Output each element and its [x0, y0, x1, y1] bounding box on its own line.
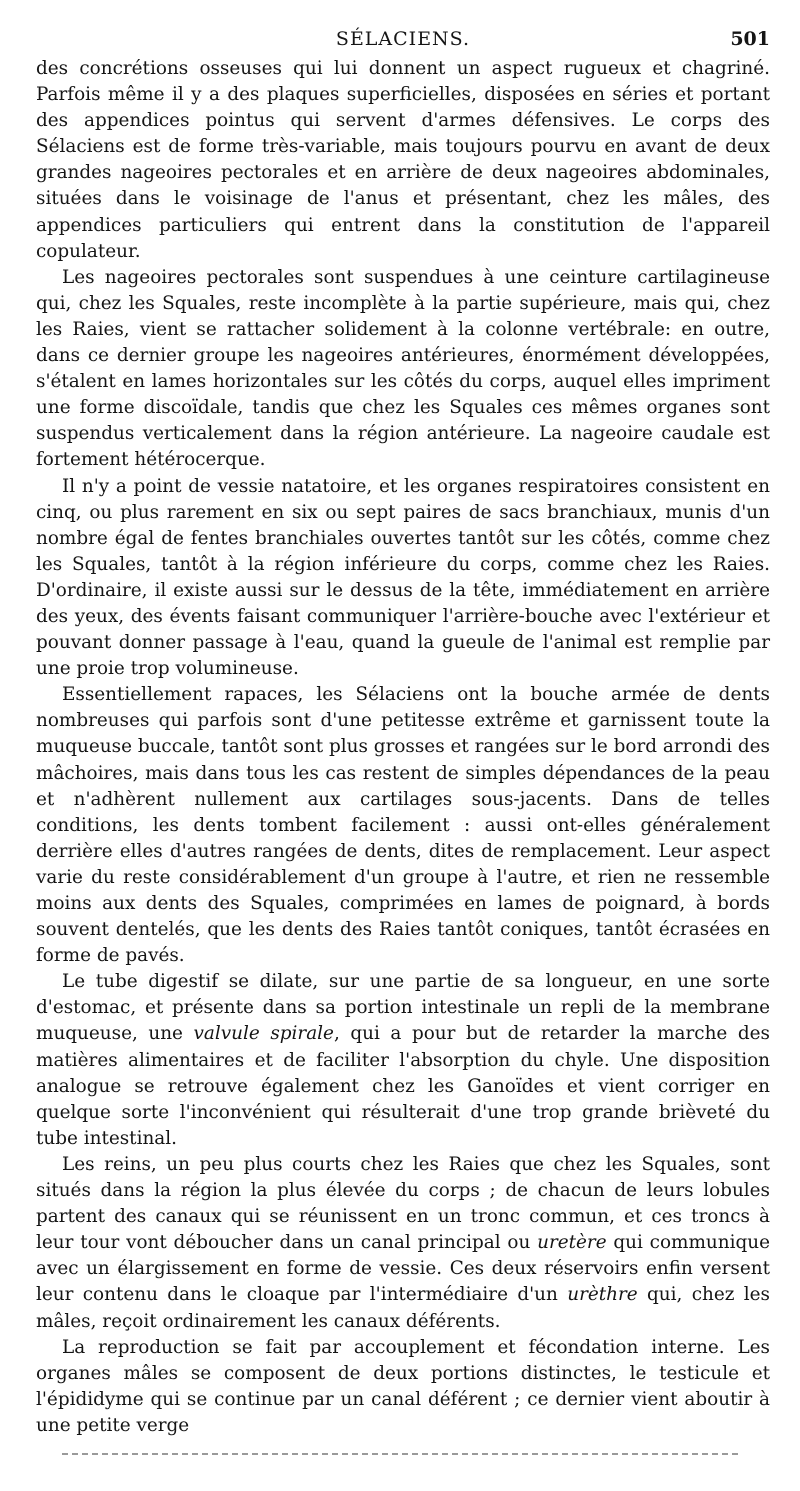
- paragraph: [36, 474, 770, 683]
- bottom-dashed-rule: [62, 1453, 738, 1455]
- text-run: des concrétions osseuses qui lui donnent un aspect rugueux et chagriné. Parfois même il y a des plaques superficielles, disposées en séries et portant des appendices pointus qui servent d'armes défensives. Le corps des Sélaciens est de forme très-variable, mais toujours pourvu en avant de deux grandes nageoires pectorales et en arrière de deux nageoires abdominales, situées dans le voisinage de l'anus et présentant, chez les mâles, des appendices particuliers qui entrent dans la constitution de l'appareil copulateur.: [36, 58, 770, 262]
- italic-term: urèthre: [567, 1284, 638, 1306]
- paragraph: [36, 56, 770, 265]
- paragraph: [36, 682, 770, 969]
- running-title: SÉLACIENS.: [335, 28, 471, 50]
- text-run: Le tube digestif se dilate, sur une partie de sa longueur, en une sorte d'estomac, et présente dans sa portion intestinale un repli de la membrane muqueuse, une: [36, 971, 770, 1045]
- page-number: 501: [730, 28, 770, 50]
- text-run: Il n'y a point de vessie natatoire, et les organes respiratoires consistent en cinq, ou plus rarement en six ou sept paires de sacs branchiaux, munis d'un nombre égal de fentes branchiales ouvertes tantôt sur les côtés, comme chez les Squales, tantôt à la région inférieure du corps, comme chez les Raies. D'ordinaire, il existe aussi sur le dessus de la tête, immédiatement en arrière des yeux, des évents faisant communiquer l'arrière-bouche avec l'extérieur et pouvant donner passage à l'eau, quand la gueule de l'animal est remplie par une proie trop volumineuse.: [36, 475, 770, 680]
- italic-term: uretère: [537, 1232, 607, 1254]
- text-run: Essentiellement rapaces, les Sélaciens ont la bouche armée de dents nombreuses qui parfois sont d'une petitesse extrême et garnissent toute la muqueuse buccale, tantôt sont plus grosses et rangées sur le bord arrondi des mâchoires, mais dans tous les cas restent de simples dépendances de la peau et n'adhèrent nullement aux cartilages sous-jacents. Dans de telles conditions, les dents tombent facilement : aussi ont-elles généralement derrière elles d'autres rangées de dents, dites de remplacement. Leur aspect varie du reste considérablement d'un groupe à l'autre, et rien ne ressemble moins aux dents des Squales, comprimées en lames de poignard, à bords souvent dentelés, que les dents des Raies tantôt coniques, tantôt écrasées en forme de pavés.: [36, 684, 770, 967]
- book-page: [36, 28, 770, 1439]
- text-run: qui communique avec un élargissement en forme de vessie. Ces deux réservoirs enfin versent leur contenu dans le cloaque par l'intermédiaire d'un: [36, 1232, 770, 1306]
- paragraph: [36, 969, 770, 1152]
- text-run: Les nageoires pectorales sont suspendues à une ceinture cartilagineuse qui, chez les Squales, reste incomplète à la partie supérieure, mais qui, chez les Raies, vient se rattacher solidement à la colonne vertébrale: en outre, dans ce dernier groupe les nageoires antérieures, énormément développées, s'étalent en lames horizontales sur les côtés du corps, auquel elles impriment une forme discoïdale, tandis que chez les Squales ces mêmes organes sont suspendus verticalement dans la région antérieure. La nageoire caudale est fortement hétérocerque.: [36, 266, 770, 471]
- body-text: [36, 56, 770, 1439]
- paragraph: [36, 1152, 770, 1335]
- text-run: qui, chez les mâles, reçoit ordinairement les canaux déférents.: [36, 1284, 770, 1332]
- italic-term: valvule spirale: [193, 1023, 334, 1045]
- running-head: [36, 28, 770, 56]
- text-run: , qui a pour but de retarder la marche des matières alimentaires et de faciliter l'absorption du chyle. Une disposition analogue se retrouve également chez les Ganoïdes et vient corriger en quelque sorte l'inconvénient qui résulterait d'une trop grande brièveté du tube intestinal.: [36, 1023, 770, 1149]
- text-run: La reproduction se fait par accouplement et fécondation interne. Les organes mâles se composent de deux portions distinctes, le testicule et l'épididyme qui se continue par un canal déférent ; ce dernier vient aboutir à une petite verge: [36, 1336, 770, 1436]
- paragraph: [36, 1335, 770, 1439]
- text-run: Les reins, un peu plus courts chez les Raies que chez les Squales, sont situés dans la région la plus élevée du corps ; de chacun de leurs lobules partent des canaux qui se réunissent en un tronc commun, et ces troncs à leur tour vont déboucher dans un canal principal ou: [36, 1153, 770, 1254]
- paragraph: [36, 265, 770, 474]
